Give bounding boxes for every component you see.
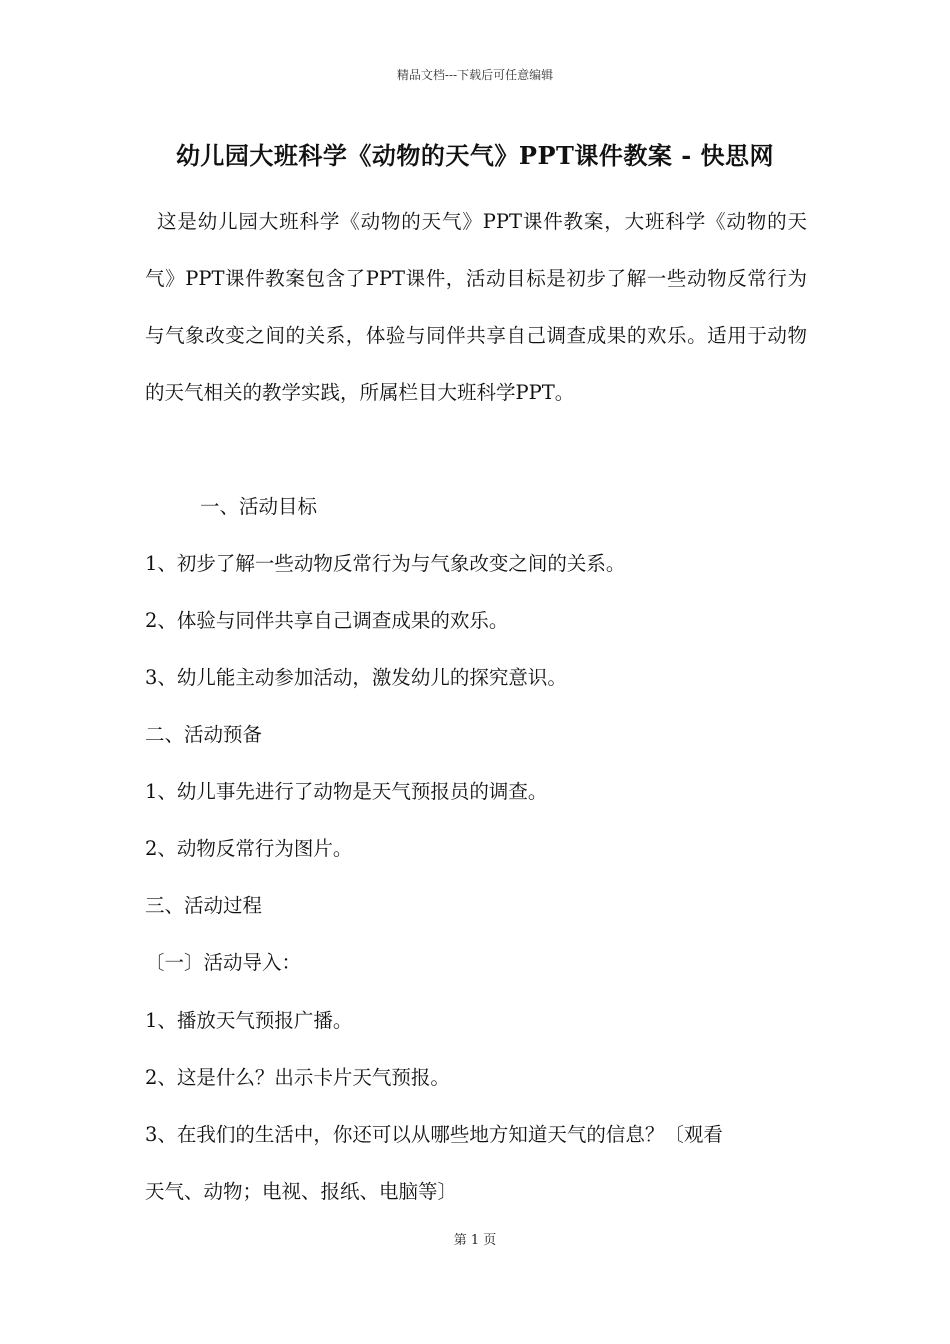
list-item: 3、在我们的生活中，你还可以从哪些地方知道天气的信息？〔观看 (145, 1123, 723, 1146)
list-item-continuation: 天气、动物；电视、报纸、电脑等〕 (145, 1180, 458, 1203)
page-number: 第 1 页 (453, 1233, 497, 1248)
subsection-heading: 〔一〕活动导入： (145, 951, 302, 974)
list-item: 1、初步了解一些动物反常行为与气象改变之间的关系。 (145, 552, 626, 575)
section-heading-goals: 一、活动目标 (200, 495, 318, 518)
page-header: 精品文档---下载后可任意编辑 (396, 68, 554, 82)
list-item: 2、动物反常行为图片。 (145, 837, 353, 860)
list-item: 1、幼儿事先进行了动物是天气预报员的调查。 (145, 780, 548, 803)
list-item: 3、幼儿能主动参加活动，激发幼儿的探究意识。 (145, 666, 567, 689)
document-title: 幼儿园大班科学《动物的天气》PPT课件教案 - 快思网 (175, 141, 775, 170)
list-item: 2、体验与同伴共享自己调查成果的欢乐。 (145, 609, 509, 632)
section-heading-preparation: 二、活动预备 (145, 723, 263, 746)
list-item: 2、这是什么？出示卡片天气预报。 (145, 1066, 450, 1089)
list-item: 1、播放天气预报广播。 (145, 1009, 353, 1032)
intro-paragraph: 这是幼儿园大班科学《动物的天气》PPT课件教案，大班科学《动物的天气》PPT课件教案包含了PPT课件，活动目标是初步了解一些动物反常行为与气象改变之间的关系，体验与同伴共享自己调查成果的欢乐。适用于动物的天气相关的教学实践，所属栏目大班科学PPT。 (145, 210, 807, 404)
section-heading-process: 三、活动过程 (145, 894, 263, 917)
